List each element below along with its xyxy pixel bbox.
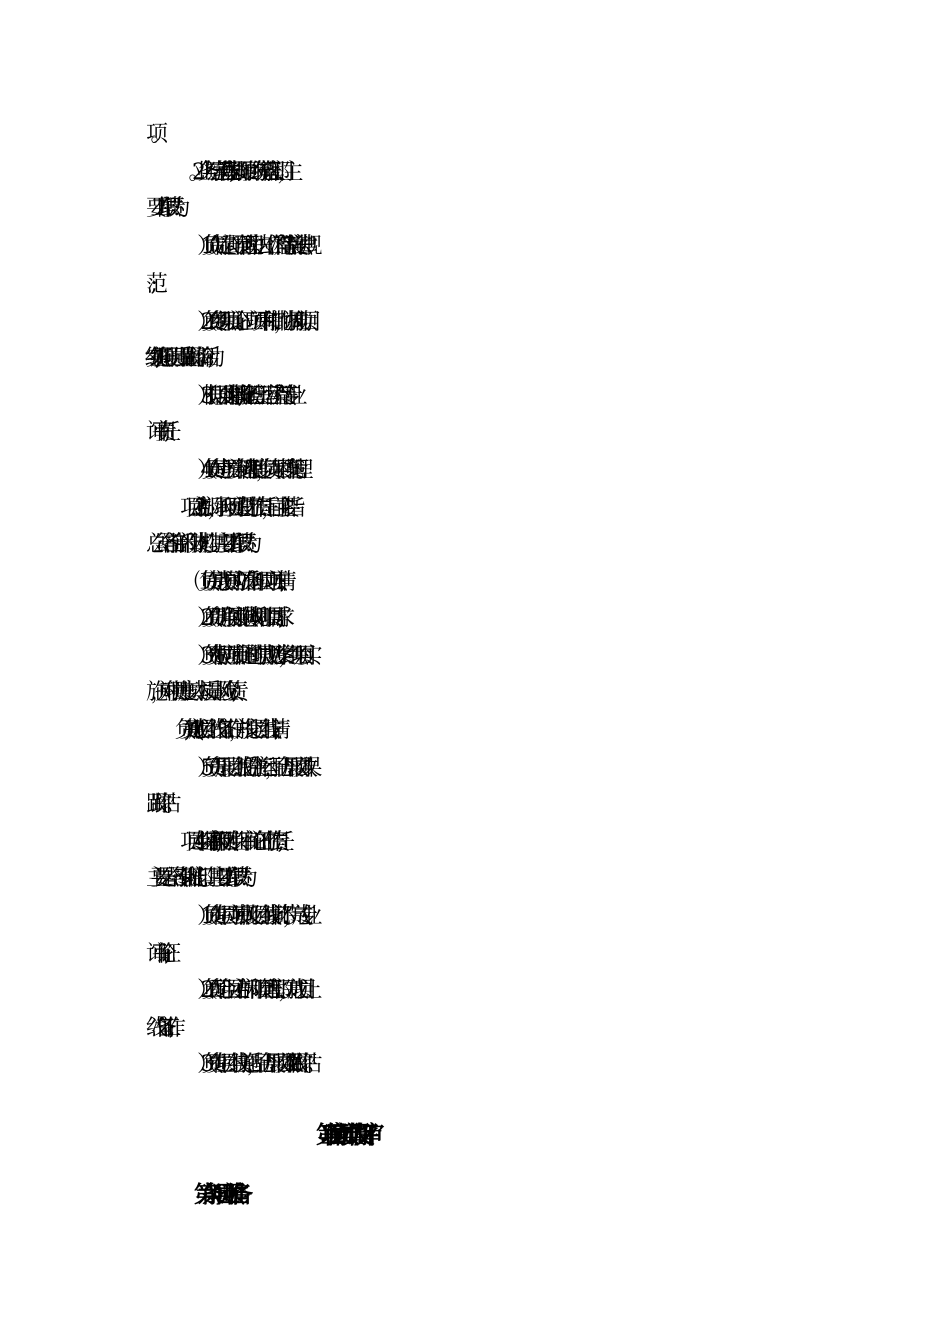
text-line: （2）负责组织项目论证、立项评审和审批，协调推动项目	[196, 310, 305, 335]
text-line: （3）负责在项目上线实施后，配合开展项目效果跟踪评估。	[196, 1052, 310, 1077]
text-line: 总公司各前台部门和分支机构。其主要工作职责为:	[146, 532, 235, 557]
text-line: （1）负责在项目立项审批及项目上线审批环节，完成专业	[196, 904, 305, 929]
text-line	[0, 268, 950, 302]
text-line: （5）负责开展项目上线后的生产运行，配合开展项目效果	[196, 756, 305, 781]
text-line: 施，并对项目进度、成本、质量、风险负责;	[146, 680, 222, 705]
chapter-title: 第三章 项目立项申请及评审	[316, 1121, 366, 1149]
text-line: 评审责任;	[146, 420, 154, 445]
text-line: 评审论证;	[146, 942, 154, 967]
text-line: 跟踪评估。	[146, 792, 169, 817]
text-line: ⑴负责完成项目的立项准备和项目立项申请;	[194, 570, 270, 595]
text-line: (4)负责完成项目上线准备工作，并提交项目上线申请;	[196, 718, 264, 743]
text-line: （4）负责建立项目资料管理制度，负责项目档案管理。	[196, 458, 301, 483]
text-line: 主要是公司各专业职能部门。其主要工作职责为:	[146, 866, 231, 891]
text-line: 3.项目主办部门，承担项目建设的工作责任，目前主要指	[194, 496, 288, 521]
text-line: （3）根据项目实际情况,承担业务管理、运营流程等专业	[196, 384, 290, 409]
text-line: （1）负责制定公司项目管理办法、工作流程等制度法律规	[196, 234, 305, 259]
article-title: 第六条 项目立项准备	[194, 1182, 234, 1208]
text-line: 4.项目专业评审部门,承担项目专业评审、论证的工作责任,	[194, 830, 267, 855]
text-line: （3）负责根据立项审批通过的项目规划方案，组织项目实	[196, 644, 305, 669]
text-line: 实施,组织开展项目质量跟踪评价活动;	[146, 346, 198, 371]
text-line: （2）负责明确项目实施具体规划和项目需求;	[196, 606, 268, 631]
text-line: （2）负责配合项目主办部门和项目管理部门，完成项目上	[196, 978, 305, 1003]
text-line: 线准备工作;	[146, 1016, 159, 1041]
text-line: 项。	[146, 122, 156, 147]
text-line: 2。业务与运营管理部,作为公司项目的统筹管理部门，主	[192, 160, 286, 185]
text-line: 要工作职责为:	[146, 196, 163, 221]
